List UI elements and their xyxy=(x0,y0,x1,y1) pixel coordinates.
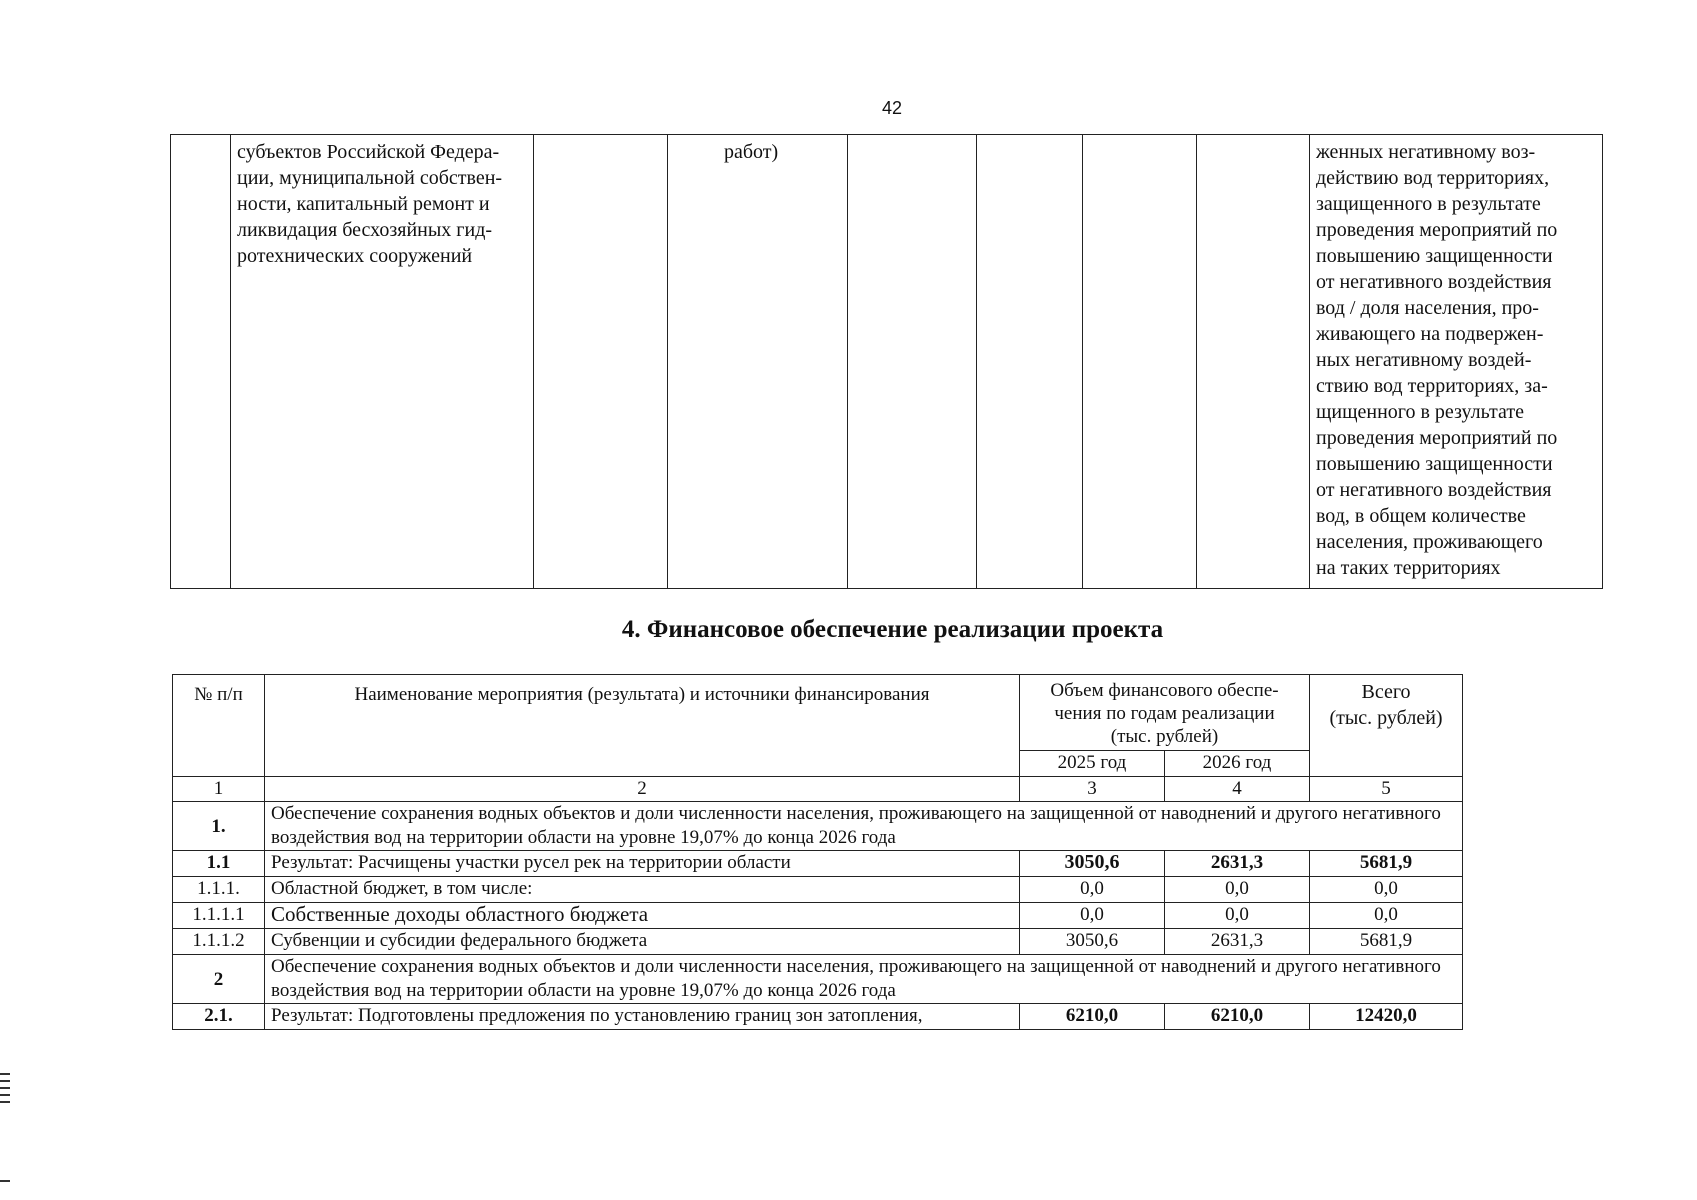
row-name: Обеспечение сохранения водных объектов и доли численности населения, проживающего на защищенной от наводнений и другого негативного воздействия вод на территории области на уровне 19,07% до конца 2026 года xyxy=(265,802,1463,851)
row-num: 1.1 xyxy=(173,851,265,877)
row-value-2025: 0,0 xyxy=(1020,903,1165,929)
row-value-2025: 0,0 xyxy=(1020,877,1165,903)
column-number-row xyxy=(173,777,1463,802)
cell-empty xyxy=(534,135,668,589)
table-row xyxy=(173,903,1463,929)
row-num: 1.1.1.1 xyxy=(173,903,265,929)
row-name: Собственные доходы областного бюджета xyxy=(265,903,1020,929)
margin-mark xyxy=(0,1101,10,1103)
table-row xyxy=(173,929,1463,955)
row-value-total: 12420,0 xyxy=(1310,1004,1463,1030)
row-value-2026: 2631,3 xyxy=(1165,929,1310,955)
header-num: № п/п xyxy=(173,675,265,777)
table-row xyxy=(173,802,1463,851)
table-row xyxy=(173,1004,1463,1030)
continuation-row xyxy=(171,135,1603,589)
cell-empty xyxy=(171,135,231,589)
header-name: Наименование мероприятия (результата) и источники финансирования xyxy=(265,675,1020,777)
section-title: 4. Финансовое обеспечение реализации проекта xyxy=(621,616,1164,643)
row-value-total: 5681,9 xyxy=(1310,929,1463,955)
header-total: Всего (тыс. рублей) xyxy=(1310,675,1463,777)
margin-mark xyxy=(0,1087,10,1089)
row-value-2026: 0,0 xyxy=(1165,877,1310,903)
header-year-2026: 2026 год xyxy=(1165,751,1310,777)
table-row xyxy=(173,955,1463,1004)
row-value-2025: 3050,6 xyxy=(1020,929,1165,955)
header-row xyxy=(173,675,1463,751)
table-row xyxy=(173,851,1463,877)
financing-table xyxy=(172,674,1463,1030)
row-name: Обеспечение сохранения водных объектов и доли численности населения, проживающего на защищенной от наводнений и другого негативного воздействия вод на территории области на уровне 19,07% до конца 2026 года xyxy=(265,955,1463,1004)
cell-empty xyxy=(848,135,977,589)
row-value-2026: 0,0 xyxy=(1165,903,1310,929)
continuation-table xyxy=(170,134,1603,589)
cell-measure-description: субъектов Российской Федера- ции, муниципальной собствен- ности, капитальный ремонт и ликвидация бесхозяйных гид- ротехнических сооружений xyxy=(231,135,534,589)
header-year-2025: 2025 год xyxy=(1020,751,1165,777)
row-num: 1.1.1.2 xyxy=(173,929,265,955)
col-number: 5 xyxy=(1310,777,1463,802)
row-num: 1.1.1. xyxy=(173,877,265,903)
cell-empty xyxy=(977,135,1083,589)
row-num: 2 xyxy=(173,955,265,1004)
row-value-2025: 3050,6 xyxy=(1020,851,1165,877)
col-number: 2 xyxy=(265,777,1020,802)
page-number: 42 xyxy=(882,98,903,118)
row-value-2026: 2631,3 xyxy=(1165,851,1310,877)
col-number: 1 xyxy=(173,777,265,802)
table-row xyxy=(173,877,1463,903)
margin-mark xyxy=(0,1073,10,1075)
header-volume: Объем финансового обеспе- чения по годам реализации (тыс. рублей) xyxy=(1020,675,1310,751)
row-name: Результат: Расчищены участки русел рек на территории области xyxy=(265,851,1020,877)
margin-mark xyxy=(0,1080,10,1082)
col-number: 3 xyxy=(1020,777,1165,802)
row-value-2025: 6210,0 xyxy=(1020,1004,1165,1030)
row-num: 1. xyxy=(173,802,265,851)
cell-indicator-description: женных негативному воз- действию вод территориях, защищенного в результате проведения мероприятий по повышению защищенности от негативного воздействия вод / доля населения, про- живающего на подвержен- ных негативному воздей- ствию вод территориях, за- щищенного в результате проведения мероприятий по повышению защищенности от негативного воздействия вод, в общем количестве населения, проживающего на таких территориях xyxy=(1310,135,1603,589)
cell-empty xyxy=(1197,135,1310,589)
row-value-total: 0,0 xyxy=(1310,903,1463,929)
row-value-total: 5681,9 xyxy=(1310,851,1463,877)
margin-mark xyxy=(0,1180,10,1182)
margin-mark xyxy=(0,1094,10,1096)
row-name: Субвенции и субсидии федерального бюджета xyxy=(265,929,1020,955)
col-number: 4 xyxy=(1165,777,1310,802)
cell-empty xyxy=(1083,135,1197,589)
row-value-total: 0,0 xyxy=(1310,877,1463,903)
row-value-2026: 6210,0 xyxy=(1165,1004,1310,1030)
row-name: Областной бюджет, в том числе: xyxy=(265,877,1020,903)
row-name: Результат: Подготовлены предложения по установлению границ зон затопления, xyxy=(265,1004,1020,1030)
row-num: 2.1. xyxy=(173,1004,265,1030)
cell-works: работ) xyxy=(668,135,848,589)
